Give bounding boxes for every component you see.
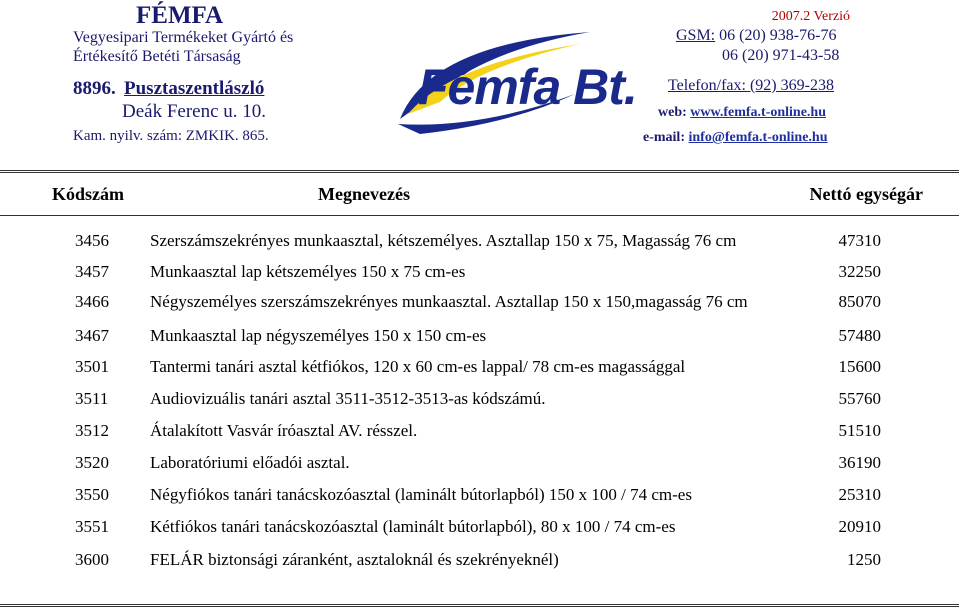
row-price: 20910 (838, 517, 881, 536)
gsm-label: GSM: (676, 27, 716, 44)
row-code: 3512 (75, 421, 109, 440)
row-code: 3551 (75, 517, 109, 536)
row-name: Négyszemélyes szerszámszekrényes munkaasztal. Asztallap 150 x 150,magasság 76 cm (150, 292, 748, 311)
phone-fax: Telefon/fax: (92) 369-238 (668, 77, 834, 94)
column-header-code: Kódszám (52, 184, 124, 204)
table-row (0, 517, 959, 545)
row-name: FELÁR biztonsági záranként, asztaloknál és szekrényeknél) (150, 550, 559, 569)
row-name: Munkaasztal lap kétszemélyes 150 x 75 cm-es (150, 262, 466, 281)
table-row (0, 389, 959, 417)
address-street: Deák Ferenc u. 10. (122, 101, 267, 122)
row-price: 85070 (838, 292, 881, 311)
company-logo (390, 24, 637, 144)
version-label: 2007.2 Verzió (771, 9, 850, 24)
registration-number: Kam. nyilv. szám: ZMKIK. 865. (73, 128, 269, 144)
row-code: 3511 (75, 389, 109, 408)
row-code: 3457 (75, 262, 109, 281)
table-row (0, 550, 959, 578)
gsm-number1: 06 (20) 938-76-76 (719, 27, 837, 44)
row-name: Laboratóriumi előadói asztal. (150, 453, 350, 472)
row-price: 32250 (838, 262, 881, 281)
web-label: web: (658, 105, 687, 120)
address-zip: 8896. (73, 78, 116, 99)
row-name: Átalakított Vasvár íróasztal AV. résszel. (150, 421, 418, 440)
row-code: 3520 (75, 453, 109, 472)
web-link[interactable]: www.femfa.t-online.hu (690, 105, 827, 120)
logo-text: Fémfa Bt. (418, 59, 637, 115)
row-name: Kétfiókos tanári tanácskozóasztal (laminált bútorlapból), 80 x 100 / 74 cm-es (150, 517, 676, 536)
row-name: Munkaasztal lap négyszemélyes 150 x 150 cm-es (150, 326, 487, 345)
column-header-name: Megnevezés (318, 184, 410, 204)
company-name: FÉMFA (136, 2, 224, 29)
row-name: Audiovizuális tanári asztal 3511-3512-3513-as kódszámú. (150, 389, 546, 408)
row-code: 3466 (75, 292, 109, 311)
table-row (0, 292, 959, 320)
gsm-number2: 06 (20) 971-43-58 (722, 47, 840, 64)
row-name: Szerszámszekrényes munkaasztal, kétszemélyes. Asztallap 150 x 75, Magasság 76 cm (150, 231, 737, 250)
table-header-divider (0, 215, 959, 216)
table-row (0, 326, 959, 354)
email-line (643, 130, 828, 146)
row-name: Tantermi tanári asztal kétfiókos, 120 x 60 cm-es lappal/ 78 cm-es magassággal (150, 357, 686, 376)
row-price: 25310 (838, 485, 881, 504)
row-price: 36190 (838, 453, 881, 472)
row-code: 3600 (75, 550, 109, 569)
footer-divider (0, 604, 959, 607)
table-row (0, 231, 959, 259)
row-name: Négyfiókos tanári tanácskozóasztal (laminált bútorlapból) 150 x 100 / 74 cm-es (150, 485, 692, 504)
table-row (0, 421, 959, 449)
table-row (0, 485, 959, 513)
email-link[interactable]: info@femfa.t-online.hu (688, 130, 828, 145)
row-code: 3467 (75, 326, 109, 345)
company-subtitle-line1: Vegyesipari Termékeket Gyártó és (73, 29, 294, 46)
company-subtitle-line2: Értékesítő Betéti Társaság (73, 48, 241, 65)
header-divider (0, 170, 959, 173)
column-header-price: Nettó egységár (809, 184, 923, 204)
row-price: 55760 (838, 389, 881, 408)
row-price: 47310 (838, 231, 881, 250)
table-row (0, 453, 959, 481)
gsm-line1 (676, 27, 836, 45)
row-code: 3456 (75, 231, 109, 250)
table-row (0, 357, 959, 385)
web-line (658, 105, 826, 121)
row-code: 3550 (75, 485, 109, 504)
row-price: 1250 (847, 550, 881, 569)
email-label: e-mail: (643, 130, 685, 145)
row-code: 3501 (75, 357, 109, 376)
table-row (0, 262, 959, 290)
row-price: 51510 (838, 421, 881, 440)
row-price: 57480 (838, 326, 881, 345)
address-city: Pusztaszentlászló (124, 78, 265, 99)
row-price: 15600 (838, 357, 881, 376)
